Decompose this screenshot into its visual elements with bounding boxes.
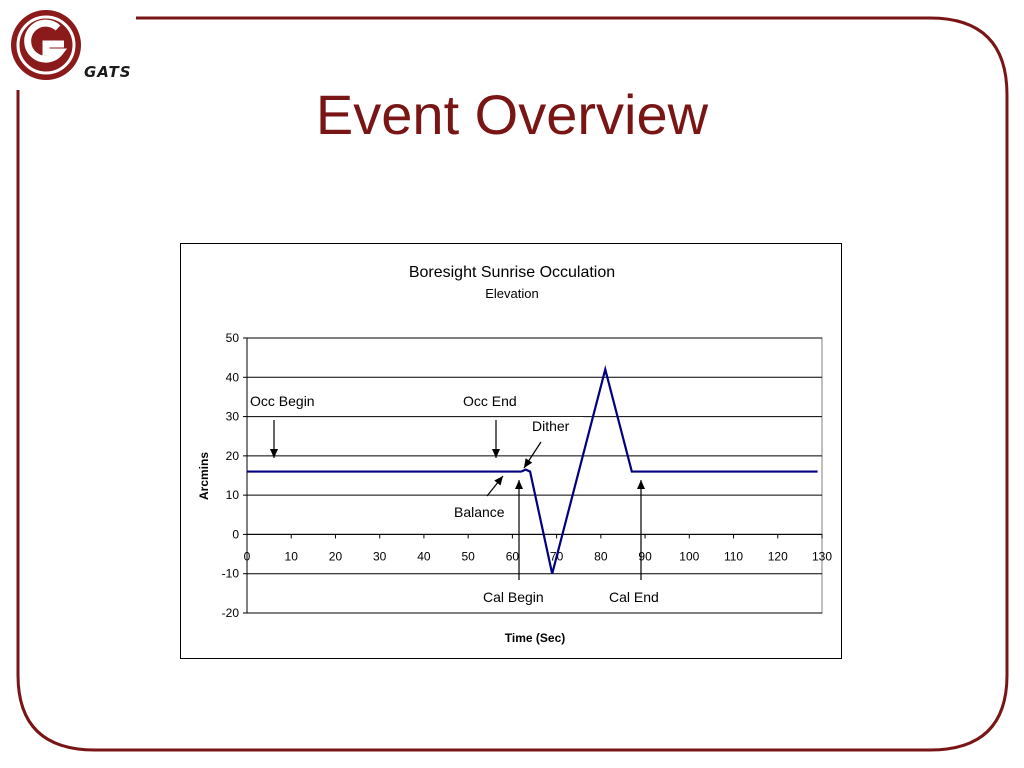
x-tick-label: 20 [328, 549, 343, 564]
chart-title: Boresight Sunrise Occulation [408, 264, 616, 281]
y-tick-label: 0 [232, 527, 239, 542]
x-tick-label: 80 [594, 549, 608, 564]
x-tick-label: 40 [417, 549, 431, 564]
chart-container [180, 243, 842, 659]
chart-svg [181, 244, 843, 660]
plot-area [222, 331, 833, 620]
annotation-label: Occ End [463, 393, 517, 409]
x-tick-label: 120 [767, 549, 788, 564]
logo [0, 0, 134, 90]
x-tick-label: 10 [284, 549, 298, 564]
y-axis-label: Arcmins [197, 451, 211, 501]
y-tick-label: -10 [221, 566, 239, 581]
x-tick-label: 110 [723, 549, 744, 564]
x-tick-label: 70 [549, 549, 564, 564]
chart-subtitle: Elevation [485, 286, 539, 301]
x-tick-label: 100 [679, 549, 700, 564]
x-tick-label: 60 [505, 549, 520, 564]
x-tick-label: 130 [811, 549, 833, 564]
x-tick-label: 0 [243, 549, 251, 564]
y-tick-label: 20 [225, 448, 239, 463]
logo-text: GATS [84, 63, 132, 81]
y-tick-label: -20 [221, 606, 239, 620]
y-tick-label: 40 [225, 370, 239, 385]
annotation-label: Dither [532, 418, 570, 434]
plot-frame [247, 338, 822, 613]
annotation-label: Occ Begin [250, 393, 315, 409]
y-tick-label: 50 [225, 331, 239, 345]
x-tick-label: 90 [638, 549, 652, 564]
y-tick-label: 30 [225, 409, 239, 424]
x-tick-label: 50 [461, 549, 475, 564]
y-tick-label: 10 [225, 488, 239, 503]
logo-mark-icon [0, 0, 90, 90]
annotation-label: Cal End [609, 589, 659, 605]
annotation-label: Cal Begin [483, 589, 544, 605]
page-title: Event Overview [315, 83, 709, 146]
x-tick-label: 30 [373, 549, 387, 564]
x-axis-label: Time (Sec) [504, 631, 566, 645]
annotation-label: Balance [454, 504, 505, 520]
